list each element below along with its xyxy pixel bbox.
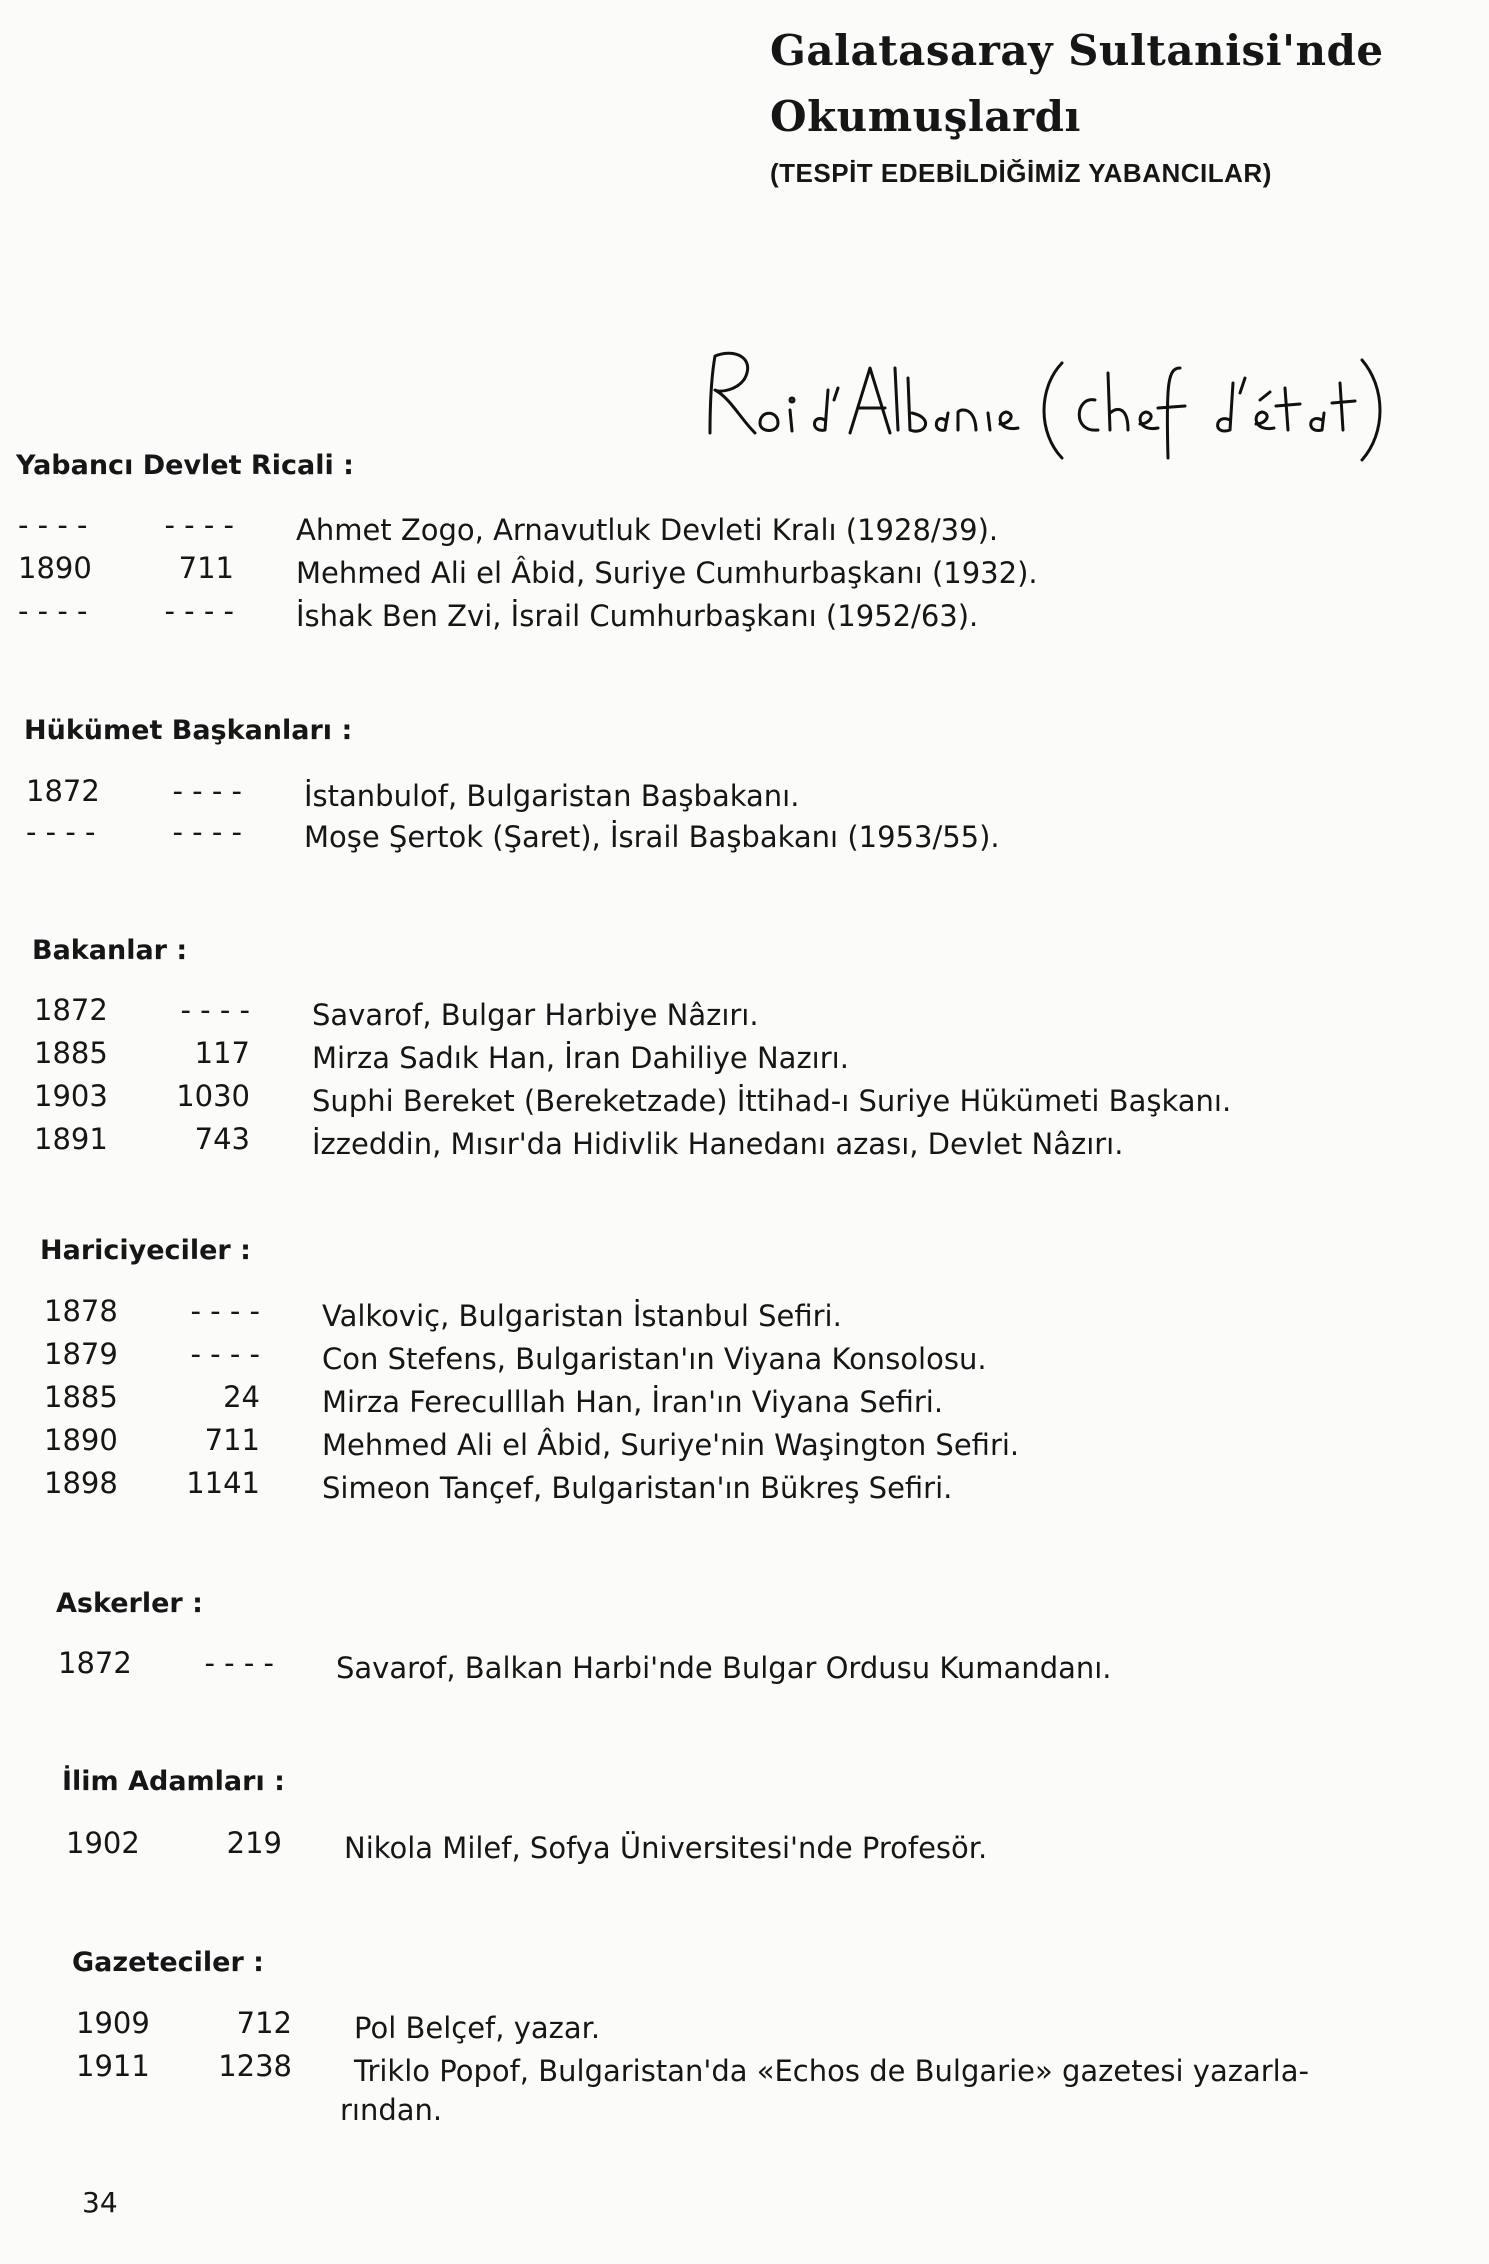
entry-number: - - - -	[180, 993, 250, 1027]
entry-number: - - - -	[190, 1294, 260, 1328]
entry-text: Ahmet Zogo, Arnavutluk Devleti Kralı (1928/39).	[296, 513, 999, 547]
entry-number: 743	[194, 1122, 250, 1156]
entry-number: - - - -	[172, 815, 242, 849]
entry-text: Mehmed Ali el Âbid, Suriye Cumhurbaşkanı (1932).	[296, 556, 1038, 590]
entry-text: Savarof, Balkan Harbi'nde Bulgar Ordusu Kumandanı.	[336, 1651, 1112, 1685]
entry-number: - - - -	[204, 1646, 274, 1680]
list-item	[44, 1294, 842, 1338]
entry-number: - - - -	[172, 774, 242, 808]
entry-number: 712	[236, 2006, 292, 2040]
title-line-2: Okumuşlardı	[770, 92, 1081, 141]
entry-year: 1909	[76, 2006, 150, 2040]
entry-year: 1872	[34, 993, 108, 1027]
entry-text: Triklo Popof, Bulgaristan'da «Echos de Bulgarie» gazetesi yazarla-	[354, 2054, 1309, 2088]
entry-text: İstanbulof, Bulgaristan Başbakanı.	[304, 779, 800, 813]
list-item	[66, 1826, 987, 1870]
entry-number: - - - -	[190, 1337, 260, 1371]
title-block	[770, 18, 1470, 189]
section-title-heads-of-government: Hükümet Başkanları :	[24, 715, 353, 746]
list-item	[34, 1079, 1231, 1123]
list-item	[44, 1380, 943, 1424]
entry-year: 1890	[18, 551, 92, 585]
entry-number: - - - -	[164, 508, 234, 542]
entry-year: 1872	[58, 1646, 132, 1680]
list-item	[18, 508, 998, 552]
section-title-diplomats: Hariciyeciler :	[40, 1235, 251, 1266]
list-item	[34, 1036, 849, 1080]
entry-year: - - - -	[18, 508, 88, 542]
entry-number: 711	[178, 551, 234, 585]
entry-year: 1879	[44, 1337, 118, 1371]
entry-text: Simeon Tançef, Bulgaristan'ın Bükreş Sefiri.	[322, 1471, 953, 1505]
list-item	[26, 774, 799, 818]
list-item	[26, 815, 1000, 859]
entry-text: İzzeddin, Mısır'da Hidivlik Hanedanı azası, Devlet Nâzırı.	[312, 1127, 1124, 1161]
entry-number: 219	[226, 1826, 282, 1860]
entry-number: 24	[223, 1380, 260, 1414]
entry-year: 1898	[44, 1466, 118, 1500]
entry-year: 1885	[44, 1380, 118, 1414]
entry-text: Nikola Milef, Sofya Üniversitesi'nde Profesör.	[344, 1831, 988, 1865]
section-title-foreign-statesmen: Yabancı Devlet Ricali :	[16, 450, 354, 481]
list-item	[34, 993, 759, 1037]
entry-text-continuation: rından.	[340, 2093, 443, 2127]
entry-text: Mirza Fereculllah Han, İran'ın Viyana Sefiri.	[322, 1385, 944, 1419]
entry-year: 1890	[44, 1423, 118, 1457]
entry-text: Suphi Bereket (Bereketzade) İttihad-ı Suriye Hükümeti Başkanı.	[312, 1084, 1232, 1118]
entry-text: Pol Belçef, yazar.	[354, 2011, 601, 2045]
list-item	[44, 1337, 987, 1381]
entry-year: 1872	[26, 774, 100, 808]
section-title-ministers: Bakanlar :	[32, 935, 188, 966]
list-item	[44, 1466, 952, 1510]
section-title-journalists: Gazeteciler :	[72, 1947, 264, 1978]
entry-year: - - - -	[18, 594, 88, 628]
entry-text: Valkoviç, Bulgaristan İstanbul Sefiri.	[322, 1299, 842, 1333]
entry-number: - - - -	[164, 594, 234, 628]
entry-number: 711	[204, 1423, 260, 1457]
entry-text: Moşe Şertok (Şaret), İsrail Başbakanı (1953/55).	[304, 820, 1000, 854]
title-line-1: Galatasaray Sultanisi'nde	[770, 26, 1384, 75]
list-item	[18, 594, 978, 638]
entry-number: 117	[194, 1036, 250, 1070]
list-item	[44, 1423, 1019, 1467]
entry-text: Mirza Sadık Han, İran Dahiliye Nazırı.	[312, 1041, 849, 1075]
entry-text: İshak Ben Zvi, İsrail Cumhurbaşkanı (1952/63).	[296, 599, 979, 633]
entry-number: 1030	[176, 1079, 250, 1113]
list-item	[18, 551, 1038, 595]
entry-year: 1885	[34, 1036, 108, 1070]
page-number: 34	[82, 2186, 118, 2219]
entry-year: 1891	[34, 1122, 108, 1156]
entry-number: 1141	[186, 1466, 260, 1500]
entry-year: - - - -	[26, 815, 96, 849]
subtitle: (TESPİT EDEBİLDİĞİMİZ YABANCILAR)	[770, 158, 1272, 188]
entry-year: 1911	[76, 2049, 150, 2083]
entry-year: 1902	[66, 1826, 140, 1860]
section-title-military: Askerler :	[56, 1588, 203, 1619]
entry-text: Mehmed Ali el Âbid, Suriye'nin Waşington Sefiri.	[322, 1428, 1020, 1462]
list-item	[34, 1122, 1123, 1166]
section-title-scholars: İlim Adamları :	[62, 1766, 285, 1797]
entry-year: 1903	[34, 1079, 108, 1113]
list-item	[58, 1646, 1112, 1690]
entry-number: 1238	[218, 2049, 292, 2083]
list-item	[76, 2049, 1309, 2093]
entry-year: 1878	[44, 1294, 118, 1328]
handwritten-note	[700, 338, 1390, 468]
list-item	[76, 2006, 600, 2050]
entry-text: Con Stefens, Bulgaristan'ın Viyana Konsolosu.	[322, 1342, 987, 1376]
entry-text: Savarof, Bulgar Harbiye Nâzırı.	[312, 998, 759, 1032]
